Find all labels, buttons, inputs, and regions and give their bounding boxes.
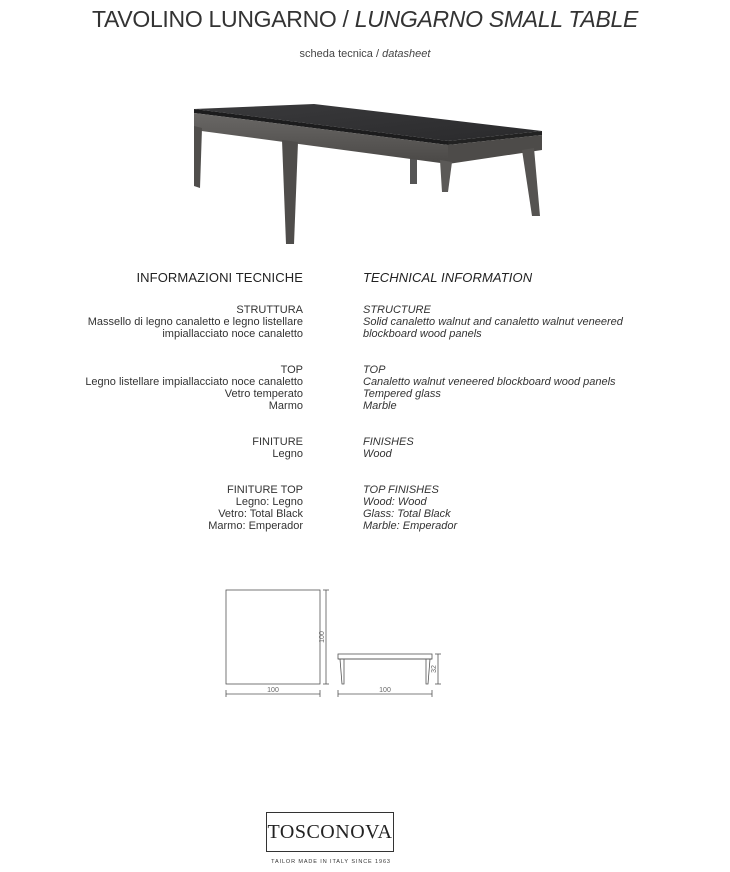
section-line: Vetro temperato (224, 388, 303, 400)
section-label: FINISHES (363, 436, 414, 448)
section-line: Marmo: Emperador (208, 520, 303, 532)
section-label: TOP (363, 364, 386, 376)
section-label: TOP (280, 364, 303, 376)
section-finiture-it (252, 436, 303, 460)
section-line: Tempered glass (363, 388, 441, 400)
dimension-drawing (218, 584, 450, 698)
section-line: Legno listellare impiallacciato noce canaletto (85, 376, 303, 388)
section-top-en (363, 364, 616, 412)
section-line: Solid canaletto walnut and canaletto walnut veneered (363, 316, 623, 328)
section-finiture-top-it (208, 484, 303, 532)
section-struttura-it (88, 304, 303, 340)
dimension-top-depth: 100 (319, 631, 326, 643)
section-label: FINITURE TOP (227, 484, 303, 496)
section-line: Wood (363, 448, 392, 460)
brand-logo (266, 812, 396, 865)
section-label: STRUCTURE (363, 304, 431, 316)
brand-tagline: TAILOR MADE IN ITALY SINCE 1963 (271, 859, 391, 865)
section-line: Marble (363, 400, 397, 412)
table-product-photo (186, 96, 546, 252)
section-top-finishes-en (363, 484, 457, 532)
subtitle-english: datasheet (382, 48, 431, 60)
section-label: STRUTTURA (236, 304, 303, 316)
section-line: Massello di legno canaletto e legno listellare (87, 316, 303, 328)
section-line: Legno (272, 448, 303, 460)
document-title (0, 6, 730, 33)
section-top-it (85, 364, 303, 412)
plan-view-outline (226, 590, 320, 684)
heading-technical-information: TECHNICAL INFORMATION (363, 270, 533, 285)
section-line: Vetro: Total Black (218, 508, 303, 520)
heading-informazioni-tecniche: INFORMAZIONI TECNICHE (136, 270, 303, 285)
subtitle-italian: scheda tecnica / (299, 48, 380, 60)
section-line: Wood: Wood (363, 496, 427, 508)
section-line: Legno: Legno (235, 496, 303, 508)
dimension-side-height: 32 (431, 665, 438, 673)
section-label: TOP FINISHES (363, 484, 439, 496)
dimension-side-width: 100 (379, 687, 391, 694)
section-finishes-en (363, 436, 414, 460)
brand-name: TOSCONOVA (266, 812, 394, 852)
side-view-top (338, 654, 432, 659)
title-english: LUNGARNO SMALL TABLE (354, 6, 639, 32)
section-label: FINITURE (252, 436, 303, 448)
section-line: Canaletto walnut veneered blockboard wood panels (363, 376, 616, 388)
section-line: impiallacciato noce canaletto (162, 328, 303, 340)
dimension-top-width: 100 (267, 687, 279, 694)
section-line: Marmo (268, 400, 303, 412)
section-line: Glass: Total Black (363, 508, 451, 520)
section-structure-en (363, 304, 623, 340)
title-italian: TAVOLINO LUNGARNO / (91, 6, 349, 32)
document-subtitle (0, 48, 730, 60)
section-line: blockboard wood panels (363, 328, 482, 340)
section-line: Marble: Emperador (363, 520, 458, 532)
